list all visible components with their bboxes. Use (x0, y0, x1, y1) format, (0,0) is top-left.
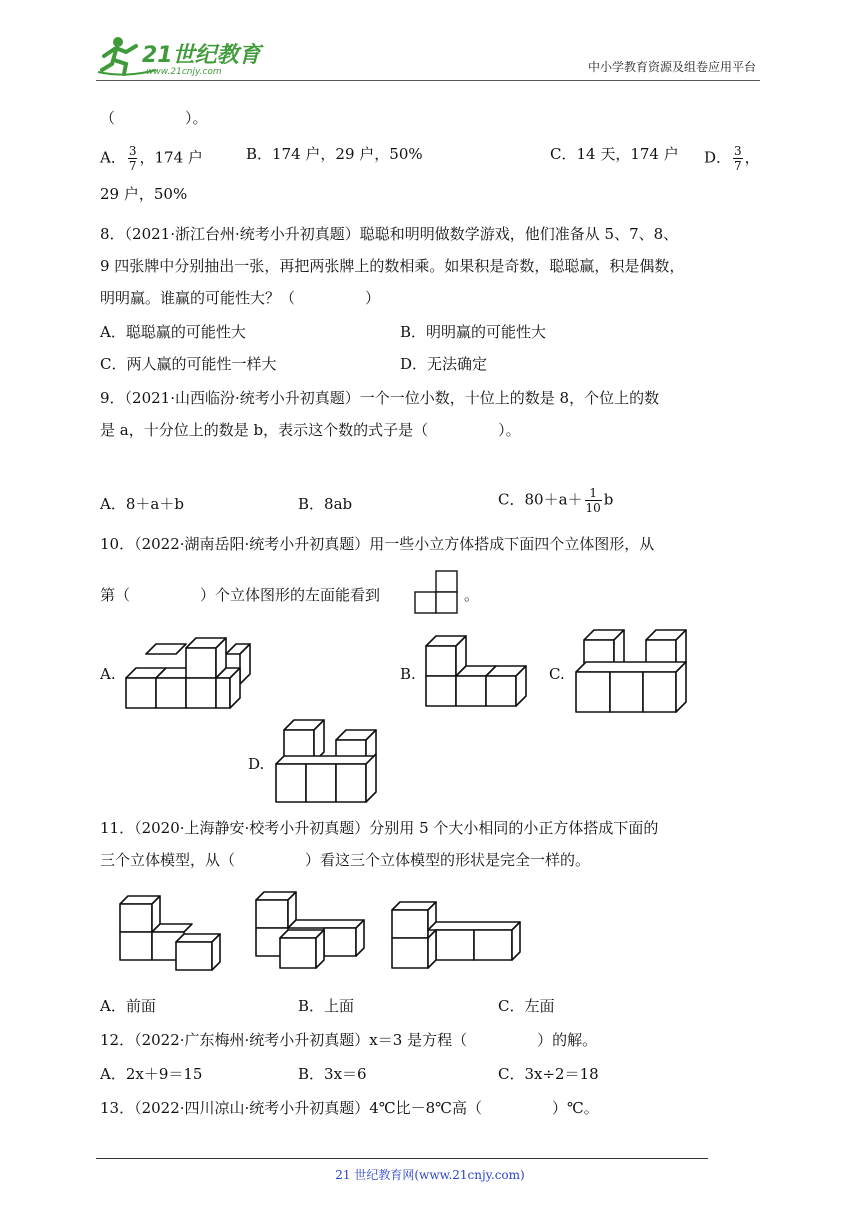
q9-option-a[interactable]: A．8＋a＋b (100, 495, 184, 513)
q10-option-c-label[interactable]: C. (549, 665, 565, 683)
q11-model-2 (252, 886, 376, 976)
q11-stem-line1: 11．（2020·上海静安·校考小升初真题）分别用 5 个大小相同的小正方体搭成下面的 (100, 819, 659, 837)
q10-option-b-label[interactable]: B. (400, 665, 416, 683)
q9-stem-line2: 是 a，十分位上的数是 b，表示这个数的式子是（ ）。 (100, 421, 521, 439)
q10-figure-b (420, 632, 544, 710)
logo-text: 21世纪教育 (142, 43, 261, 68)
q12-option-b[interactable]: B．3x＝6 (298, 1065, 367, 1083)
q7-option-a[interactable]: A． $\frac{3}{7}$ ，174 户 (100, 144, 203, 173)
q12-stem: 12．（2022·广东梅州·统考小升初真题）x＝3 是方程（ ）的解。 (100, 1031, 598, 1049)
q10-figure-c (570, 626, 694, 718)
q11-option-b[interactable]: B．上面 (298, 997, 355, 1015)
q10-stem-line2: 第（ ）个立体图形的左面能看到 (100, 586, 381, 604)
q8-stem-line3: 明明赢。谁赢的可能性大？（ ） (100, 289, 381, 307)
q9-optC-fraction: $\frac{1}{10}$ (585, 486, 601, 515)
q9-stem-line1: 9．（2021·山西临汾·统考小升初真题）一个一位小数，十位上的数是 8，个位上的数 (100, 389, 660, 407)
platform-name: 中小学教育资源及组卷应用平台 (587, 60, 756, 74)
header-divider (96, 80, 760, 81)
q8-option-a[interactable]: A．聪聪赢的可能性大 (100, 323, 246, 341)
q8-option-b[interactable]: B．明明赢的可能性大 (400, 323, 547, 341)
footer-divider (96, 1158, 708, 1159)
q13-stem: 13．（2022·四川凉山·统考小升初真题）4℃比－8℃高（ ）℃。 (100, 1099, 599, 1117)
q7-optA-fraction: $\frac{3}{7}$ (128, 144, 137, 173)
q11-stem-line2: 三个立体模型，从（ ）看这三个立体模型的形状是完全一样的。 (100, 851, 591, 869)
logo-url: www.21cnjy.com (146, 67, 222, 77)
q12-option-a[interactable]: A．2x＋9＝15 (100, 1065, 203, 1083)
footer-link[interactable]: 21 世纪教育网(www.21cnjy.com) (335, 1168, 525, 1182)
q9-option-c[interactable]: C．80＋a＋ $\frac{1}{10}$ b (498, 486, 614, 515)
q7-option-c[interactable]: C．14 天，174 户 (550, 145, 679, 163)
q12-option-c[interactable]: C．3x÷2＝18 (498, 1065, 599, 1083)
q8-option-d[interactable]: D．无法确定 (400, 355, 488, 373)
site-logo[interactable] (96, 34, 266, 78)
q7-paren-open: （ (100, 109, 116, 127)
q8-stem-line2: 9 四张牌中分别抽出一张，再把两张牌上的数相乘。如果积是奇数，聪聪赢，积是偶数， (100, 257, 685, 275)
q11-model-3 (388, 894, 524, 976)
q8-option-c[interactable]: C．两人赢的可能性一样大 (100, 355, 277, 373)
q10-stem-line1: 10．（2022·湖南岳阳·统考小升初真题）用一些小立方体搭成下面四个立体图形，从 (100, 535, 655, 553)
q8-stem-line1: 8．（2021·浙江台州·统考小升初真题）聪聪和明明做数学游戏，他们准备从 5、7、8、 (100, 225, 679, 243)
q7-paren-close: ）。 (185, 109, 208, 127)
q10-figure-a (120, 630, 260, 712)
q7-optD-fraction: $\frac{3}{7}$ (734, 144, 742, 173)
left-view-figure (414, 570, 460, 614)
q7-option-d-cont: 29 户，50% (100, 185, 188, 203)
q10-figure-d (270, 716, 386, 808)
q10-option-d-label[interactable]: D. (248, 755, 265, 773)
logo-runner-icon (96, 34, 266, 78)
q7-option-b[interactable]: B．174 户，29 户，50% (246, 145, 423, 163)
q11-model-1 (116, 890, 234, 976)
q9-option-b[interactable]: B．8ab (298, 495, 353, 513)
q7-tail (100, 108, 208, 128)
q11-option-a[interactable]: A．前面 (100, 997, 156, 1015)
q7-option-d[interactable]: D． $\frac{3}{7}$ ， (704, 144, 760, 173)
q10-option-a-label[interactable]: A. (100, 665, 116, 683)
q10-stem-period: 。 (464, 586, 480, 604)
q11-option-c[interactable]: C．左面 (498, 997, 555, 1015)
